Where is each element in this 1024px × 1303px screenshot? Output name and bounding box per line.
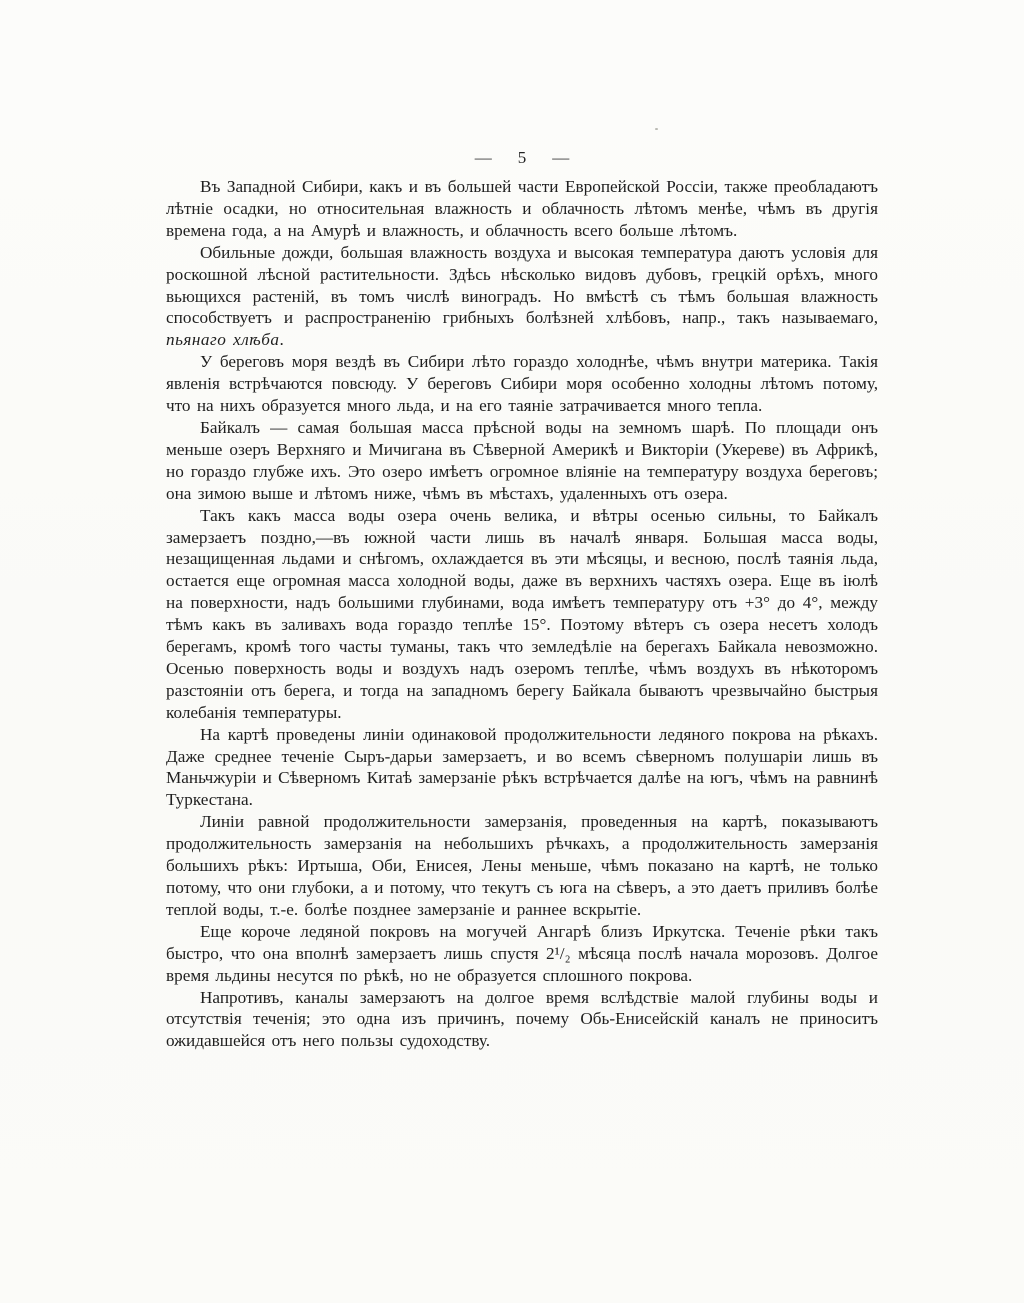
paragraph bbox=[166, 176, 878, 242]
paragraph bbox=[166, 505, 878, 724]
text-run: Линіи равной продолжительности замерзанія, проведенныя на картѣ, показываютъ продолжительность замерзанія на небольшихъ рѣчкахъ, а продолжительность замерзанія большихъ рѣкъ: Иртыша, Оби, Енисея, Лены меньше, чѣмъ показано на картѣ, не только потому, что они глубоки, а и потому, что текутъ съ юга на сѣверъ, а это даетъ приливъ болѣе теплой воды, т.-е. болѣе позднее замерзаніе и раннее вскрытіе. bbox=[166, 812, 878, 919]
italic-phrase: пьянаго хлѣба bbox=[166, 330, 280, 350]
paragraph bbox=[166, 724, 878, 812]
text-run: Напротивъ, каналы замерзаютъ на долгое время вслѣдствіе малой глубины воды и отсутствія теченія; это одна изъ причинъ, почему Обь-Енисейскій каналъ не приноситъ ожидавшейся отъ него пользы судоходству. bbox=[166, 987, 878, 1051]
page-number-dash-right: — bbox=[552, 148, 570, 167]
page-number-dash-left: — bbox=[474, 148, 492, 167]
text-run: Байкалъ — самая большая масса прѣсной воды на земномъ шарѣ. По площади онъ меньше озеръ Верхняго и Мичигана въ Сѣверной Америкѣ и Викторіи (Укереве) въ Африкѣ, но гораздо глубже ихъ. Это озеро имѣетъ огромное вліяніе на температуру воздуха береговъ; она зимою выше и лѣтомъ ниже, чѣмъ въ мѣстахъ, удаленныхъ отъ озера. bbox=[166, 417, 878, 503]
page-number: 5 bbox=[517, 148, 527, 167]
text-run: На картѣ проведены линіи одинаковой продолжительности ледяного покрова на рѣкахъ. Даже среднее теченіе Сыръ-дарьи замерзаетъ, и во всемъ сѣверномъ полушаріи лишь въ Маньчжуріи и Сѣверномъ Китаѣ замерзаніе рѣкъ встрѣчается далѣе на югъ, чѣмъ на равнинѣ Туркестана. bbox=[166, 724, 878, 810]
page-header bbox=[166, 148, 878, 168]
paragraph bbox=[166, 987, 878, 1053]
text-run: . bbox=[279, 330, 284, 350]
text-run: Обильные дожди, большая влажность воздуха и высокая температура даютъ условія для роскошной лѣсной растительности. Здѣсь нѣсколько видовъ дубовъ, грецкій орѣхъ, много вьющихся растеній, въ томъ числѣ виноградъ. Но вмѣстѣ съ тѣмъ большая влажность способствуетъ и распространенію грибныхъ болѣзней хлѣбовъ, напр., такъ называемаго, bbox=[166, 242, 878, 328]
paragraph bbox=[166, 351, 878, 417]
scan-speck bbox=[655, 128, 658, 130]
body-text-block bbox=[166, 176, 878, 1052]
text-run: Въ Западной Сибири, какъ и въ большей части Европейской Россіи, также преобладаютъ лѣтніе осадки, но относительная влажность и облачность лѣтомъ менѣе, чѣмъ въ другія времена года, а на Амурѣ и влажность, и облачность всего больше лѣтомъ. bbox=[166, 177, 878, 240]
paragraph bbox=[166, 811, 878, 921]
text-run: У береговъ моря вездѣ въ Сибири лѣто гораздо холоднѣе, чѣмъ внутри материка. Такія явленія встрѣчаются повсюду. У береговъ Сибири моря особенно холодны лѣтомъ потому, что на нихъ образуется много льда, и на его таяніе затрачивается много тепла. bbox=[166, 352, 878, 416]
paragraph bbox=[166, 242, 878, 352]
paragraph bbox=[166, 417, 878, 505]
text-run: Такъ какъ масса воды озера очень велика, и вѣтры осенью сильны, то Байкалъ замерзаетъ поздно,—въ южной части лишь въ началѣ января. Большая масса воды, незащищенная льдами и снѣгомъ, охлаждается въ эти мѣсяцы, и весною, послѣ таянія льда, остается еще огромная масса холодной воды, даже въ верхнихъ частяхъ озера. Еще въ іюлѣ на поверхности, надъ большими глубинами, вода имѣетъ температуру отъ +3° до 4°, между тѣмъ какъ въ заливахъ вода гораздо теплѣе 15°. Поэтому вѣтеръ съ озера несетъ холодъ берегамъ, кромѣ того часты туманы, такъ что земледѣліе на берегахъ Байкала невозможно. Осенью поверхность воды и воздухъ надъ озеромъ теплѣе, чѣмъ воздухъ въ нѣкоторомъ разстояніи отъ берега, и тогда на западномъ берегу Байкала бываютъ чрезвычайно быстрыя колебанія температуры. bbox=[166, 505, 878, 722]
text-run: Еще короче ледяной покровъ на могучей Ангарѣ близъ Иркутска. Теченіе рѣки такъ быстро, что она вполнѣ замерзаетъ лишь спустя 2¹/₂ мѣсяца послѣ начала морозовъ. Долгое время льдины несутся по рѣкѣ, но не образуется сплошного покрова. bbox=[166, 921, 878, 985]
paragraph bbox=[166, 921, 878, 987]
